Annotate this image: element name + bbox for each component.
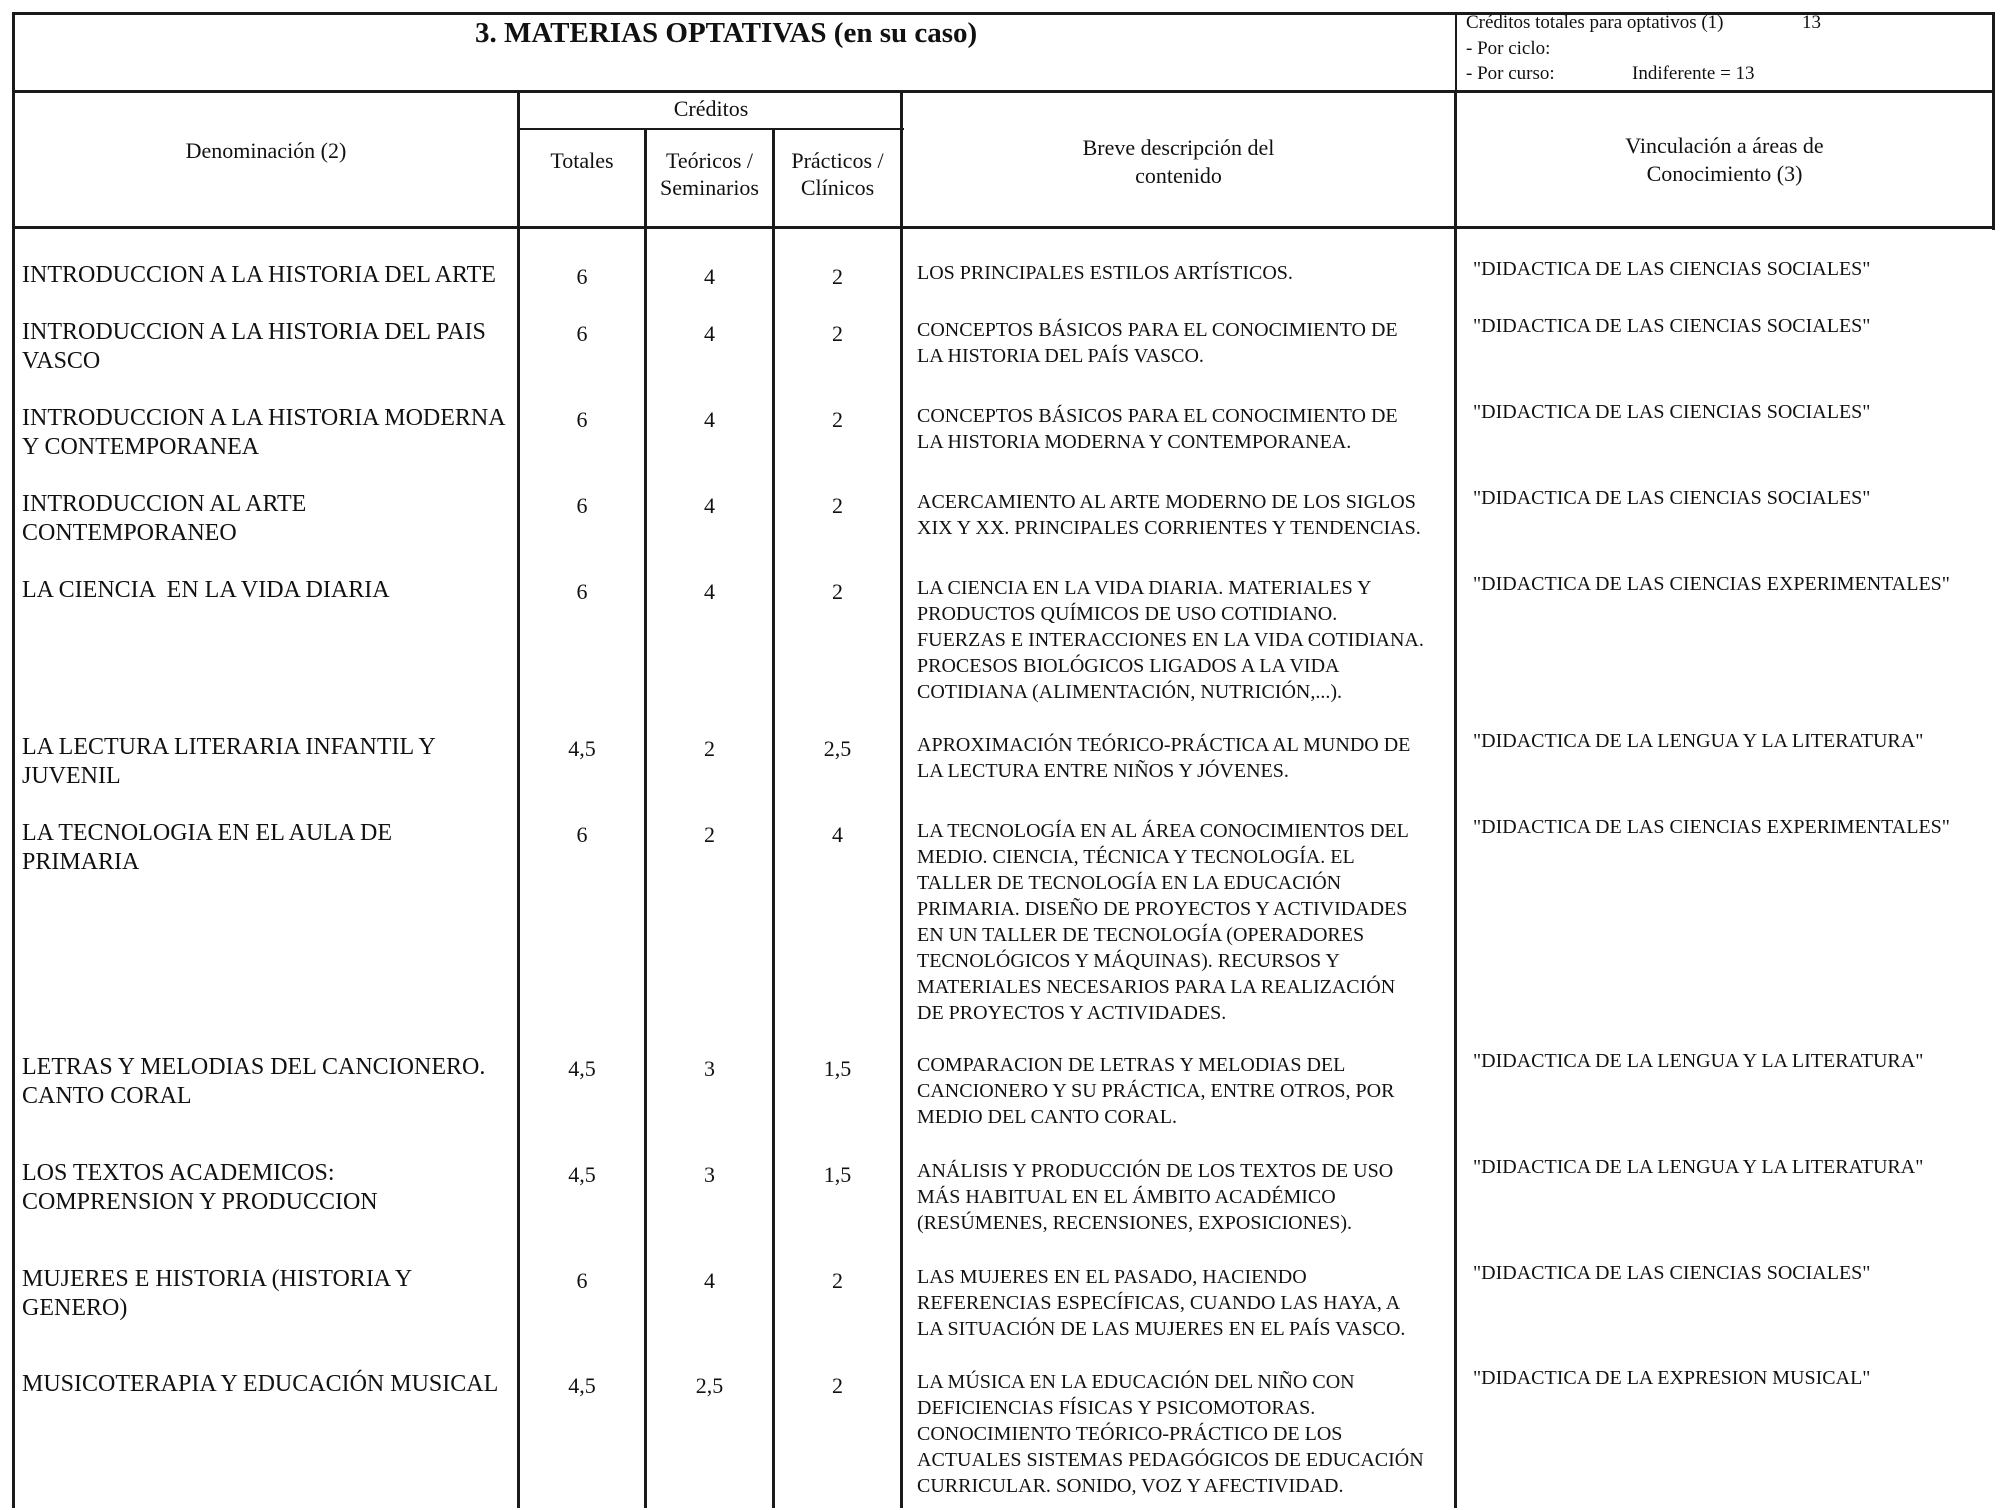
col-header-descripcion: Breve descripción del (1082, 135, 1275, 160)
content-description: REFERENCIAS ESPECÍFICAS, CUANDO LAS HAYA, A (917, 1292, 1401, 1314)
content-description: PRODUCTOS QUÍMICOS DE USO COTIDIANO. (917, 603, 1338, 625)
credits-teoricos: 4 (704, 493, 715, 518)
col-header-teoricos: Teóricos / (665, 148, 754, 173)
subject-name: GENERO) (22, 1295, 128, 1321)
col-header-vinculacion: Vinculación a áreas de (1625, 133, 1824, 158)
credits-totales: 4,5 (568, 736, 596, 761)
subject-name: PRIMARIA (22, 849, 140, 875)
content-description: LA CIENCIA EN LA VIDA DIARIA. MATERIALES Y (917, 577, 1372, 599)
credits-totales: 6 (576, 407, 588, 432)
content-description: COMPARACION DE LETRAS Y MELODIAS DEL (917, 1054, 1346, 1076)
subject-name: INTRODUCCION A LA HISTORIA MODERNA (22, 405, 506, 431)
credits-teoricos: 4 (704, 407, 715, 432)
credits-practicos: 1,5 (823, 1162, 852, 1187)
col-header-descripcion-2: contenido (1135, 163, 1222, 188)
credits-practicos: 1,5 (823, 1056, 852, 1081)
credits-teoricos: 3 (704, 1162, 715, 1187)
credits-practicos: 2 (832, 407, 843, 432)
content-description: FUERZAS E INTERACCIONES EN LA VIDA COTIDIANA. (917, 629, 1424, 651)
knowledge-area: "DIDACTICA DE LA LENGUA Y LA LITERATURA" (1473, 730, 1924, 752)
content-description: APROXIMACIÓN TEÓRICO-PRÁCTICA AL MUNDO DE (917, 734, 1411, 756)
content-description: LA MÚSICA EN LA EDUCACIÓN DEL NIÑO CON (917, 1371, 1355, 1393)
content-description: DEFICIENCIAS FÍSICAS Y PSICOMOTORAS. (917, 1397, 1316, 1419)
knowledge-area: "DIDACTICA DE LAS CIENCIAS SOCIALES" (1473, 401, 1871, 423)
knowledge-area: "DIDACTICA DE LAS CIENCIAS SOCIALES" (1473, 315, 1871, 337)
content-description: COTIDIANA (ALIMENTACIÓN, NUTRICIÓN,...). (917, 681, 1343, 703)
creditos-underline (518, 128, 904, 130)
credits-totales: 4,5 (568, 1162, 596, 1187)
content-description: MÁS HABITUAL EN EL ÁMBITO ACADÉMICO (917, 1186, 1336, 1208)
knowledge-area: "DIDACTICA DE LAS CIENCIAS SOCIALES" (1473, 258, 1871, 280)
credits-practicos: 2 (832, 264, 843, 289)
per-cycle-label: - Por ciclo: (1466, 38, 1551, 59)
col-header-seminarios: Seminarios (660, 175, 759, 200)
credits-practicos: 2 (832, 321, 843, 346)
credits-teoricos: 2,5 (695, 1373, 724, 1398)
knowledge-area: "DIDACTICA DE LA LENGUA Y LA LITERATURA" (1473, 1156, 1924, 1178)
content-description: ACTUALES SISTEMAS PEDAGÓGICOS DE EDUCACIÓN (917, 1449, 1424, 1471)
knowledge-area: "DIDACTICA DE LA EXPRESION MUSICAL" (1473, 1367, 1871, 1389)
col-header-vinculacion-2: Conocimiento (3) (1646, 161, 1803, 186)
credits-practicos: 2 (832, 493, 843, 518)
subject-name: LA LECTURA LITERARIA INFANTIL Y (22, 734, 436, 760)
credits-teoricos: 3 (704, 1056, 715, 1081)
content-description: LA LECTURA ENTRE NIÑOS Y JÓVENES. (917, 760, 1289, 782)
content-description: CONCEPTOS BÁSICOS PARA EL CONOCIMIENTO DE (917, 319, 1398, 341)
subject-name: LETRAS Y MELODIAS DEL CANCIONERO. (22, 1054, 486, 1080)
content-description: LA HISTORIA DEL PAÍS VASCO. (917, 345, 1204, 367)
credits-practicos: 4 (832, 822, 843, 847)
subject-name: COMPRENSION Y PRODUCCION (22, 1189, 378, 1215)
col-header-denominacion: Denominación (2) (185, 138, 347, 163)
content-description: EN UN TALLER DE TECNOLOGÍA (OPERADORES (917, 924, 1365, 946)
content-description: CONOCIMIENTO TEÓRICO-PRÁCTICO DE LOS (917, 1423, 1343, 1445)
content-description: ACERCAMIENTO AL ARTE MODERNO DE LOS SIGLOS (917, 491, 1416, 513)
per-course-value: Indiferente = 13 (1632, 63, 1755, 84)
per-course-label: - Por curso: (1466, 63, 1555, 84)
col-line-4 (900, 90, 903, 1508)
subject-name: INTRODUCCION AL ARTE (22, 491, 307, 517)
col-header-creditos: Créditos (673, 96, 749, 121)
subject-name: VASCO (22, 348, 101, 374)
content-description: CURRICULAR. SONIDO, VOZ Y AFECTIVIDAD. (917, 1475, 1344, 1497)
credits-teoricos: 4 (704, 579, 715, 604)
content-description: LA TECNOLOGÍA EN AL ÁREA CONOCIMIENTOS DEL (917, 820, 1409, 842)
knowledge-area: "DIDACTICA DE LAS CIENCIAS EXPERIMENTALES" (1473, 816, 1950, 838)
subject-name: Y CONTEMPORANEA (22, 434, 260, 460)
credits-totales: 6 (576, 321, 588, 346)
content-description: TECNOLÓGICOS Y MÁQUINAS). RECURSOS Y (917, 950, 1340, 972)
credits-teoricos: 4 (704, 1268, 715, 1293)
content-description: CANCIONERO Y SU PRÁCTICA, ENTRE OTROS, POR (917, 1080, 1395, 1102)
content-description: ANÁLISIS Y PRODUCCIÓN DE LOS TEXTOS DE USO (917, 1160, 1394, 1182)
knowledge-area: "DIDACTICA DE LAS CIENCIAS SOCIALES" (1473, 487, 1871, 509)
col-header-clinicos: Clínicos (800, 175, 875, 200)
col-line-1 (517, 90, 520, 1508)
credits-totales: 6 (576, 1268, 588, 1293)
subject-name: CANTO CORAL (22, 1083, 192, 1109)
credits-totales: 6 (576, 493, 588, 518)
credits-practicos: 2,5 (823, 736, 852, 761)
knowledge-area: "DIDACTICA DE LAS CIENCIAS SOCIALES" (1473, 1262, 1871, 1284)
credits-totales: 6 (576, 264, 588, 289)
subject-name: INTRODUCCION A LA HISTORIA DEL PAIS (22, 319, 486, 345)
credits-teoricos: 2 (704, 736, 715, 761)
subject-name: MUJERES E HISTORIA (HISTORIA Y (22, 1266, 413, 1292)
subject-name: JUVENIL (22, 763, 121, 789)
content-description: MEDIO DEL CANTO CORAL. (917, 1106, 1177, 1128)
col-header-totales: Totales (550, 148, 614, 173)
knowledge-area: "DIDACTICA DE LA LENGUA Y LA LITERATURA" (1473, 1050, 1924, 1072)
credits-practicos: 2 (832, 1373, 843, 1398)
title-divider (1455, 12, 1457, 92)
subject-name: LOS TEXTOS ACADEMICOS: (22, 1160, 335, 1186)
credits-practicos: 2 (832, 1268, 843, 1293)
table-border-right (1992, 12, 1995, 230)
credits-totales: 6 (576, 579, 588, 604)
content-description: (RESÚMENES, RECENSIONES, EXPOSICIONES). (917, 1212, 1353, 1234)
subject-name: LA CIENCIA EN LA VIDA DIARIA (22, 577, 390, 603)
table-border-left (12, 12, 15, 1508)
col-line-5 (1454, 90, 1457, 1508)
credits-practicos: 2 (832, 579, 843, 604)
col-header-practicos: Prácticos / (791, 148, 884, 173)
content-description: PRIMARIA. DISEÑO DE PROYECTOS Y ACTIVIDADES (917, 898, 1408, 920)
content-description: TALLER DE TECNOLOGÍA EN LA EDUCACIÓN (917, 872, 1342, 894)
credits-totales: 4,5 (568, 1056, 596, 1081)
knowledge-area: "DIDACTICA DE LAS CIENCIAS EXPERIMENTALES" (1473, 573, 1950, 595)
content-description: MATERIALES NECESARIOS PARA LA REALIZACIÓN (917, 976, 1396, 998)
content-description: LA HISTORIA MODERNA Y CONTEMPORANEA. (917, 431, 1352, 453)
content-description: DE PROYECTOS Y ACTIVIDADES. (917, 1002, 1227, 1024)
content-description: LA SITUACIÓN DE LAS MUJERES EN EL PAÍS VASCO. (917, 1318, 1406, 1340)
credits-teoricos: 2 (704, 822, 715, 847)
subject-name: INTRODUCCION A LA HISTORIA DEL ARTE (22, 262, 496, 288)
content-description: CONCEPTOS BÁSICOS PARA EL CONOCIMIENTO DE (917, 405, 1398, 427)
content-description: LOS PRINCIPALES ESTILOS ARTÍSTICOS. (917, 262, 1293, 284)
credits-teoricos: 4 (704, 264, 715, 289)
content-description: PROCESOS BIOLÓGICOS LIGADOS A LA VIDA (917, 655, 1340, 677)
header-underline (12, 226, 1994, 229)
credits-total-value: 13 (1802, 12, 1821, 33)
credits-total-label: Créditos totales para optativos (1) (1466, 12, 1724, 33)
subject-name: LA TECNOLOGIA EN EL AULA DE (22, 820, 392, 846)
content-description: LAS MUJERES EN EL PASADO, HACIENDO (917, 1266, 1307, 1288)
credits-teoricos: 4 (704, 321, 715, 346)
credits-totales: 4,5 (568, 1373, 596, 1398)
content-description: XIX Y XX. PRINCIPALES CORRIENTES Y TENDENCIAS. (917, 517, 1421, 539)
credits-totales: 6 (576, 822, 588, 847)
subject-name: CONTEMPORANEO (22, 520, 237, 546)
content-description: MEDIO. CIENCIA, TÉCNICA Y TECNOLOGÍA. EL (917, 846, 1355, 868)
title-underline (12, 90, 1994, 93)
subject-name: MUSICOTERAPIA Y EDUCACIÓN MUSICAL (22, 1371, 499, 1397)
page-title: 3. MATERIAS OPTATIVAS (en su caso) (475, 17, 978, 49)
